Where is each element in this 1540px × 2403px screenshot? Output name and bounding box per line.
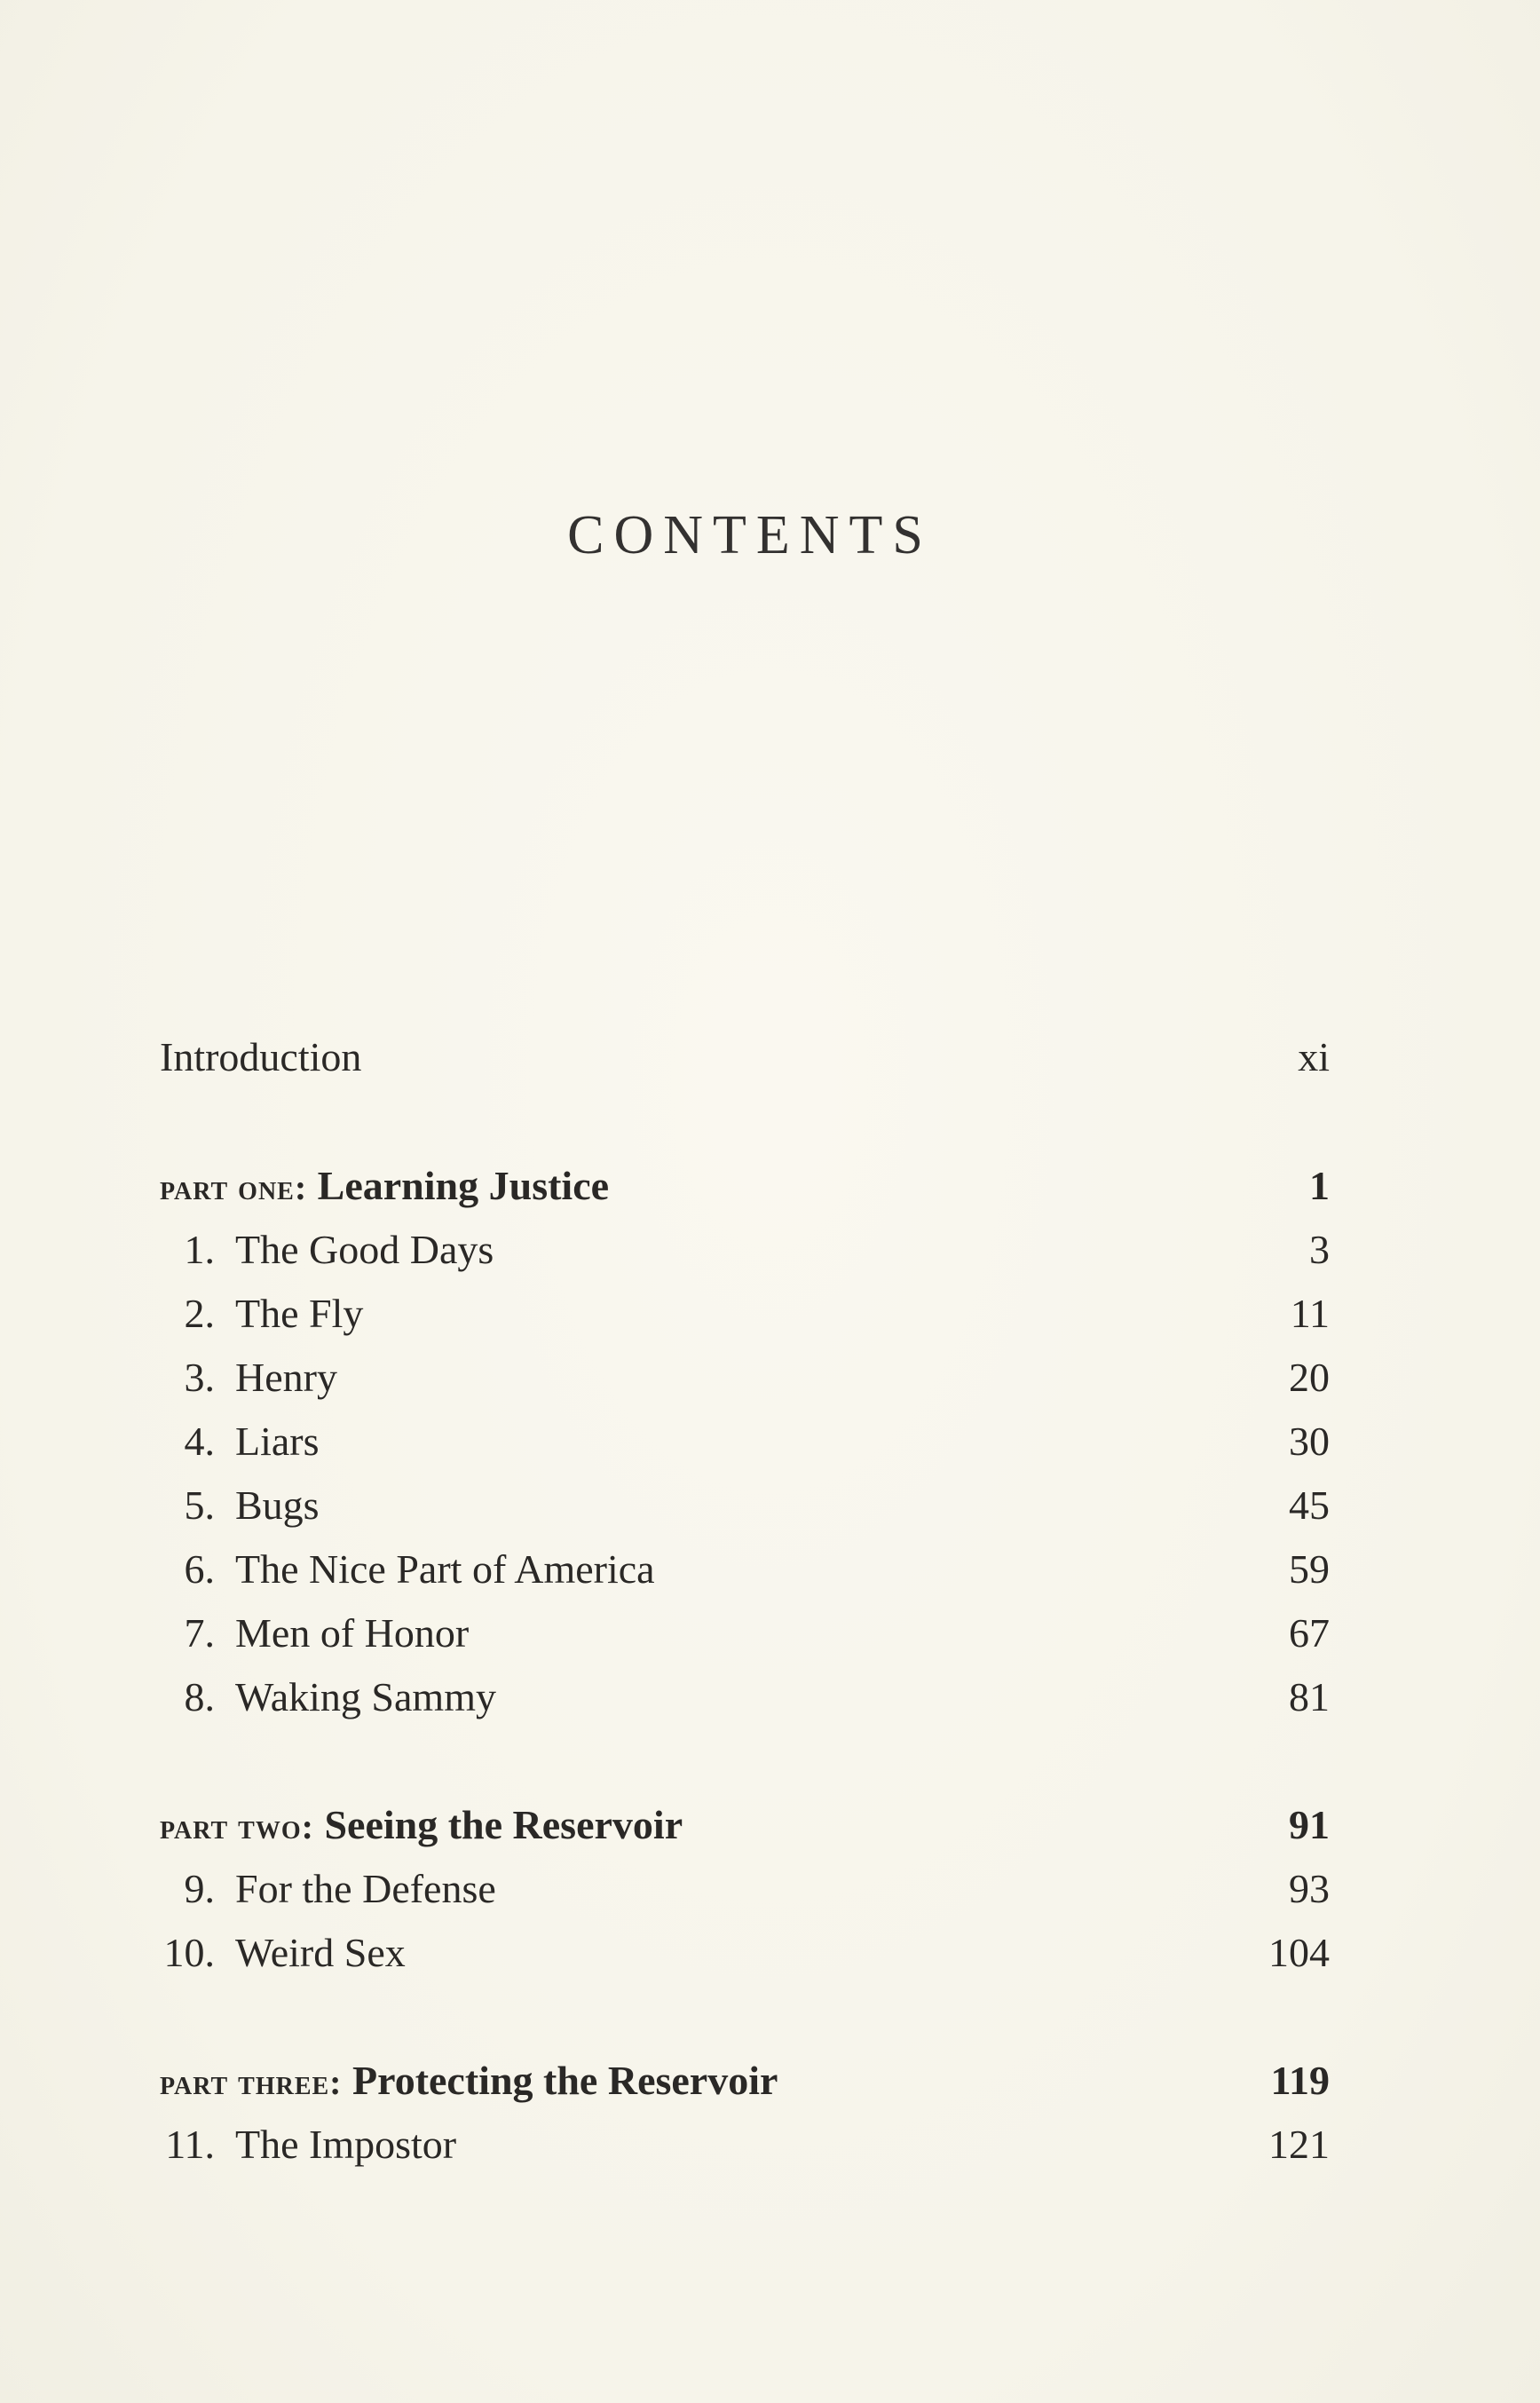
toc-chapter[interactable] (160, 2113, 1330, 2177)
page-title: CONTENTS (567, 505, 933, 565)
chapter-number: 1. (184, 1227, 215, 1272)
toc-entry-label: Introduction (160, 1034, 362, 1079)
toc-page-number: 11 (1290, 1291, 1330, 1336)
chapter-title: Liars (235, 1419, 320, 1464)
part-prefix: part two: (160, 1806, 314, 1846)
chapter-title: Weird Sex (235, 1930, 406, 1975)
chapter-title: The Good Days (235, 1227, 494, 1272)
toc-chapter[interactable] (160, 1921, 1330, 1985)
chapter-number: 10. (163, 1930, 215, 1975)
toc-chapter[interactable] (160, 1601, 1330, 1665)
toc-page-number: 59 (1289, 1546, 1330, 1592)
toc-chapter[interactable] (160, 1665, 1330, 1729)
toc-chapter[interactable] (160, 1474, 1330, 1537)
chapter-number: 4. (184, 1419, 215, 1464)
chapter-number: 2. (184, 1291, 215, 1336)
part-title: Learning Justice (317, 1163, 610, 1208)
toc-chapter[interactable] (160, 1346, 1330, 1410)
toc-part-two[interactable] (160, 1793, 1330, 1857)
toc-part-three[interactable] (160, 2049, 1330, 2113)
toc-page-number: 67 (1289, 1610, 1330, 1656)
chapter-title: The Fly (235, 1291, 364, 1336)
toc-chapter[interactable] (160, 1282, 1330, 1346)
toc-page-number: 30 (1289, 1419, 1330, 1464)
part-prefix: part three: (160, 2062, 343, 2102)
toc-part-heading (160, 1154, 609, 1220)
toc-page-number: 45 (1289, 1482, 1330, 1528)
toc-page-number: 20 (1289, 1355, 1330, 1400)
chapter-title: The Impostor (235, 2122, 457, 2167)
chapter-number: 5. (184, 1482, 215, 1528)
toc-part-heading (160, 1793, 683, 1859)
toc-page-number: 93 (1289, 1866, 1330, 1911)
chapter-number: 8. (184, 1674, 215, 1719)
toc-chapter[interactable] (160, 1218, 1330, 1282)
chapter-number: 7. (184, 1610, 215, 1656)
toc-page-number: 91 (1289, 1802, 1330, 1847)
toc-page-number: 81 (1289, 1674, 1330, 1719)
part-title: Protecting the Reservoir (352, 2058, 778, 2103)
chapter-number: 3. (184, 1355, 215, 1400)
chapter-number: 9. (184, 1866, 215, 1911)
toc-part-one[interactable] (160, 1154, 1330, 1218)
chapter-title: Henry (235, 1355, 337, 1400)
part-prefix: part one: (160, 1167, 308, 1207)
part-title: Seeing the Reservoir (324, 1802, 683, 1847)
toc-chapter[interactable] (160, 1537, 1330, 1601)
toc-page-number: 121 (1268, 2122, 1330, 2167)
toc-page-number: xi (1298, 1034, 1330, 1079)
chapter-title: The Nice Part of America (235, 1546, 655, 1592)
toc-chapter[interactable] (160, 1857, 1330, 1921)
toc-page-number: 1 (1309, 1163, 1330, 1208)
chapter-title: For the Defense (235, 1866, 496, 1911)
toc-chapter[interactable] (160, 1410, 1330, 1474)
toc-page-number: 119 (1270, 2058, 1330, 2103)
toc-page-number: 3 (1309, 1227, 1330, 1272)
toc-entry-introduction[interactable] (160, 1025, 1330, 1089)
chapter-title: Waking Sammy (235, 1674, 496, 1719)
chapter-number: 11. (165, 2122, 215, 2167)
chapter-title: Bugs (235, 1482, 320, 1528)
chapter-number: 6. (184, 1546, 215, 1592)
chapter-title: Men of Honor (235, 1610, 470, 1656)
toc-page-number: 104 (1268, 1930, 1330, 1975)
toc-part-heading (160, 2049, 778, 2114)
